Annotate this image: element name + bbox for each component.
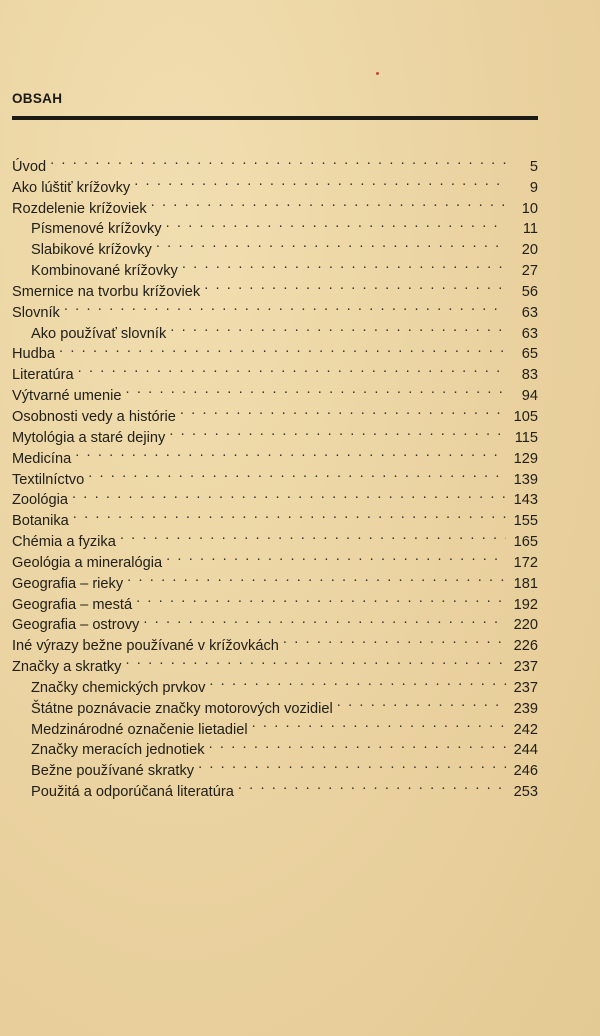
toc-entry bbox=[12, 504, 538, 530]
dot-leader bbox=[170, 317, 506, 338]
toc-entry-page: 143 bbox=[513, 492, 538, 509]
dot-leader bbox=[238, 775, 506, 796]
toc-entry-title: Hudba bbox=[12, 346, 56, 363]
toc-entry bbox=[12, 338, 538, 363]
toc-entry bbox=[12, 150, 538, 175]
toc-entry-page: 20 bbox=[521, 242, 538, 259]
toc-entry-page: 246 bbox=[513, 763, 538, 780]
toc-entry-title: Štátne poznávacie značky motorových vozidiel bbox=[31, 700, 333, 717]
toc-entry bbox=[12, 484, 538, 509]
toc-entry-page: 237 bbox=[513, 659, 538, 676]
dot-leader bbox=[136, 588, 506, 609]
toc-entry-page: 63 bbox=[521, 304, 538, 321]
toc-entry-page: 237 bbox=[513, 679, 538, 696]
toc-entry-page: 165 bbox=[513, 534, 538, 551]
toc-entry-page: 9 bbox=[529, 179, 538, 196]
page-title: OBSAH bbox=[12, 91, 63, 106]
dot-leader bbox=[252, 713, 506, 734]
dot-leader bbox=[283, 629, 506, 650]
toc-entry bbox=[12, 296, 538, 321]
toc-entry-title: Úvod bbox=[12, 158, 47, 175]
toc-entry-page: 11 bbox=[522, 221, 538, 238]
toc-entry-page: 56 bbox=[521, 283, 538, 300]
toc-page bbox=[12, 0, 540, 1036]
toc-entry-page: 10 bbox=[521, 200, 538, 217]
paper-speck bbox=[376, 72, 379, 75]
toc-entry-page: 220 bbox=[513, 617, 538, 634]
toc-entry-title: Geológia a mineralógia bbox=[12, 554, 163, 571]
dot-leader bbox=[180, 400, 506, 421]
toc-entry-title: Značky a skratky bbox=[12, 659, 122, 676]
dot-leader bbox=[73, 504, 506, 525]
toc-entry-page: 83 bbox=[521, 367, 538, 384]
toc-entry-title: Ako používať slovník bbox=[31, 325, 167, 342]
toc-entry bbox=[12, 463, 538, 488]
dot-leader bbox=[78, 358, 506, 379]
toc-entry-title: Chémia a fyzika bbox=[12, 534, 116, 551]
toc-entry-page: 172 bbox=[513, 554, 538, 571]
toc-entry bbox=[12, 525, 538, 551]
dot-leader bbox=[182, 254, 506, 275]
dot-leader bbox=[64, 296, 506, 317]
dot-leader bbox=[166, 546, 506, 567]
dot-leader bbox=[50, 150, 506, 171]
dot-leader bbox=[209, 734, 506, 755]
toc-entry-title: Slovník bbox=[12, 304, 60, 321]
toc-entry-page: 129 bbox=[513, 450, 538, 467]
toc-entry-page: 181 bbox=[513, 575, 538, 592]
toc-entry-title: Medicína bbox=[12, 450, 72, 467]
dot-leader bbox=[151, 192, 506, 213]
toc-entry-title: Medzinárodné označenie lietadiel bbox=[31, 721, 248, 738]
table-of-contents bbox=[12, 150, 538, 801]
dot-leader bbox=[120, 525, 506, 546]
toc-entry bbox=[12, 317, 538, 342]
toc-entry-title: Bežne používané skratky bbox=[31, 763, 195, 780]
dot-leader bbox=[88, 463, 506, 484]
toc-entry-title: Geografia – mestá bbox=[12, 596, 133, 613]
dot-leader bbox=[72, 484, 506, 505]
toc-entry-title: Literatúra bbox=[12, 367, 74, 384]
dot-leader bbox=[143, 609, 506, 630]
toc-entry-title: Slabikové krížovky bbox=[31, 242, 152, 259]
toc-entry-title: Botanika bbox=[12, 513, 69, 530]
toc-entry bbox=[12, 171, 538, 196]
toc-entry-title: Mytológia a staré dejiny bbox=[12, 429, 166, 446]
dot-leader bbox=[134, 171, 506, 192]
toc-entry-title: Kombinované krížovky bbox=[31, 263, 178, 280]
toc-entry-title: Textilníctvo bbox=[12, 471, 85, 488]
toc-entry bbox=[12, 358, 538, 384]
toc-entry-page: 239 bbox=[513, 700, 538, 717]
toc-entry-page: 244 bbox=[513, 742, 538, 759]
toc-entry-title: Iné výrazy bežne používané v krížovkách bbox=[12, 638, 279, 655]
toc-entry-title: Použitá a odporúčaná literatúra bbox=[31, 784, 234, 801]
toc-entry-title: Značky meracích jednotiek bbox=[31, 742, 205, 759]
toc-entry-page: 155 bbox=[513, 513, 538, 530]
toc-entry-title: Výtvarné umenie bbox=[12, 388, 122, 405]
toc-entry-title: Rozdelenie krížoviek bbox=[12, 200, 147, 217]
dot-leader bbox=[126, 379, 506, 400]
dot-leader bbox=[125, 650, 506, 671]
toc-entry-page: 242 bbox=[513, 721, 538, 738]
dot-leader bbox=[156, 233, 506, 254]
toc-entry-page: 115 bbox=[514, 429, 538, 446]
toc-entry-page: 253 bbox=[513, 784, 538, 801]
toc-entry-title: Geografia – ostrovy bbox=[12, 617, 140, 634]
dot-leader bbox=[337, 692, 506, 713]
dot-leader bbox=[166, 213, 506, 234]
toc-entry-title: Smernice na tvorbu krížoviek bbox=[12, 283, 201, 300]
toc-entry bbox=[12, 442, 538, 467]
toc-entry-title: Zoológia bbox=[12, 492, 68, 509]
toc-entry-title: Geografia – rieky bbox=[12, 575, 124, 592]
toc-entry-page: 139 bbox=[513, 471, 538, 488]
dot-leader bbox=[198, 754, 506, 775]
toc-entry-page: 63 bbox=[521, 325, 538, 342]
heading-rule bbox=[12, 116, 538, 120]
dot-leader bbox=[127, 567, 506, 588]
dot-leader bbox=[204, 275, 506, 296]
toc-entry-page: 94 bbox=[521, 388, 538, 405]
toc-entry bbox=[12, 379, 538, 405]
toc-entry-page: 27 bbox=[521, 263, 538, 280]
toc-entry-title: Písmenové krížovky bbox=[31, 221, 162, 238]
dot-leader bbox=[59, 338, 506, 359]
dot-leader bbox=[209, 671, 506, 692]
toc-entry-page: 226 bbox=[513, 638, 538, 655]
dot-leader bbox=[75, 442, 506, 463]
toc-entry-page: 192 bbox=[513, 596, 538, 613]
toc-entry-page: 65 bbox=[521, 346, 538, 363]
toc-entry-title: Ako lúštiť krížovky bbox=[12, 179, 131, 196]
toc-entry-title: Značky chemických prvkov bbox=[31, 679, 206, 696]
toc-entry-page: 5 bbox=[529, 158, 538, 175]
toc-entry-page: 105 bbox=[513, 408, 538, 425]
dot-leader bbox=[169, 421, 506, 442]
toc-entry-title: Osobnosti vedy a histórie bbox=[12, 408, 176, 425]
